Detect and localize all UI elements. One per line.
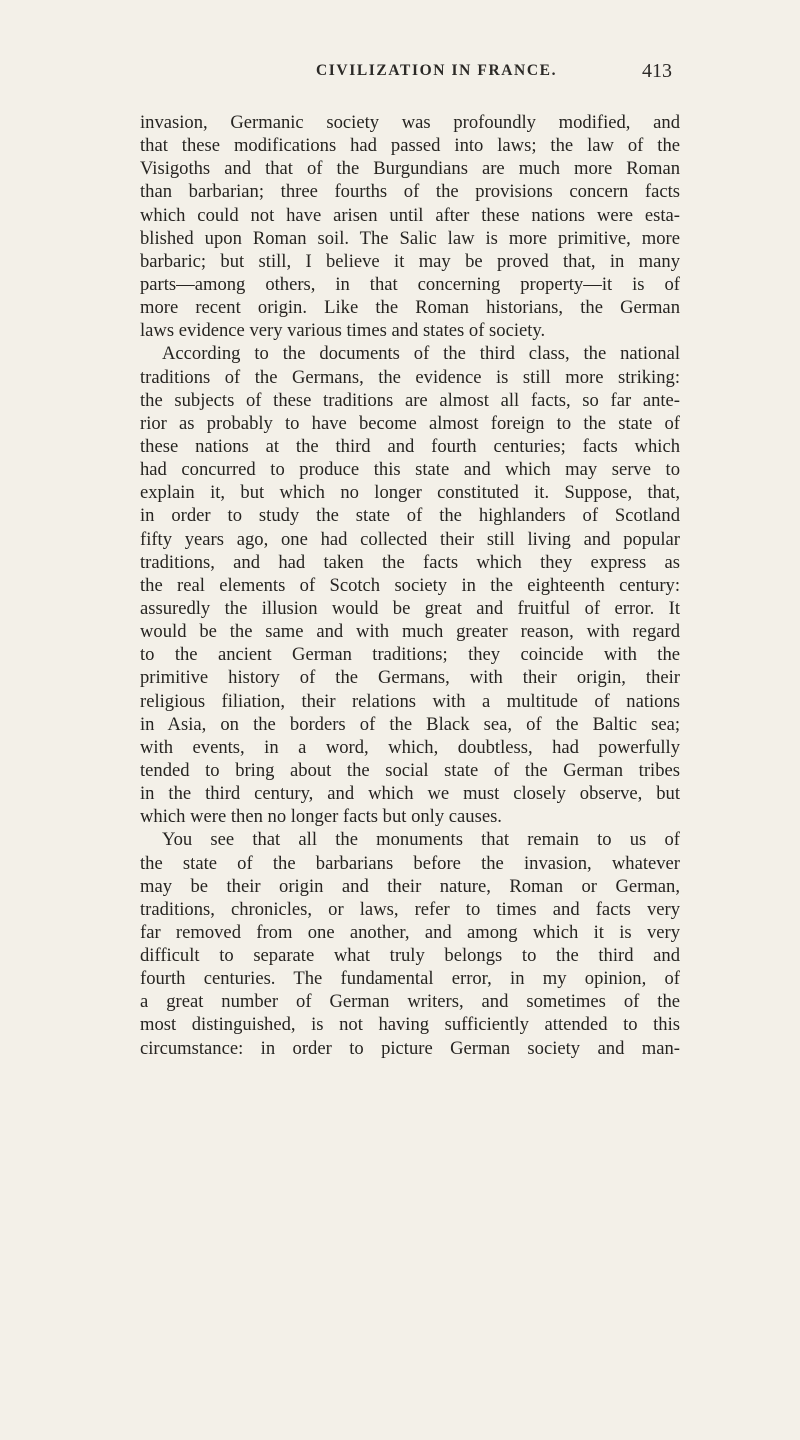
text-line: barbaric; but still, I believe it may be proved that, in many	[140, 250, 680, 272]
text-line: parts—among others, in that concerning property—it is of	[140, 273, 680, 295]
text-line: primitive history of the Germans, with their origin, their	[140, 667, 680, 689]
text-line: traditions of the Germans, the evidence is still more striking:	[140, 366, 680, 388]
text-line: that these modifications had passed into laws; the law of the	[140, 135, 680, 157]
text-line: which were then no longer facts but only causes.	[140, 806, 502, 828]
text-line: traditions, and had taken the facts which they express as	[140, 551, 680, 573]
text-line: in the third century, and which we must closely observe, but	[140, 783, 680, 805]
text-line: to the ancient German traditions; they coincide with the	[140, 644, 680, 666]
text-line: which could not have arisen until after these nations were esta-	[140, 204, 680, 226]
text-line: fifty years ago, one had collected their still living and popular	[140, 528, 680, 550]
paragraph-start-line: You see that all the monuments that remain to us of	[162, 829, 680, 851]
paragraph-start-line: According to the documents of the third class, the national	[162, 343, 680, 365]
text-line: in order to study the state of the highlanders of Scotland	[140, 505, 680, 527]
text-line: difficult to separate what truly belongs to the third and	[140, 945, 680, 967]
text-line: the state of the barbarians before the invasion, whatever	[140, 852, 680, 874]
running-head	[0, 60, 800, 90]
body-text	[140, 111, 680, 1060]
text-line: blished upon Roman soil. The Salic law is more primitive, more	[140, 227, 680, 249]
text-line: more recent origin. Like the Roman historians, the German	[140, 297, 680, 319]
text-line: traditions, chronicles, or laws, refer to times and facts very	[140, 898, 680, 920]
text-line: in Asia, on the borders of the Black sea, of the Baltic sea;	[140, 713, 680, 735]
text-line: may be their origin and their nature, Roman or German,	[140, 875, 680, 897]
text-line: with events, in a word, which, doubtless, had powerfully	[140, 736, 680, 758]
text-line: far removed from one another, and among which it is very	[140, 921, 680, 943]
text-line: a great number of German writers, and sometimes of the	[140, 991, 680, 1013]
text-line: these nations at the third and fourth centuries; facts which	[140, 435, 680, 457]
text-line: Visigoths and that of the Burgundians are much more Roman	[140, 158, 680, 180]
running-title: CIVILIZATION IN FRANCE.	[316, 62, 558, 79]
text-line: than barbarian; three fourths of the provisions concern facts	[140, 181, 680, 203]
text-line: rior as probably to have become almost foreign to the state of	[140, 412, 680, 434]
text-line: explain it, but which no longer constituted it. Suppose, that,	[140, 482, 680, 504]
page-number: 413	[642, 60, 672, 82]
text-line: invasion, Germanic society was profoundly modified, and	[140, 112, 680, 133]
text-line: the subjects of these traditions are almost all facts, so far ante-	[140, 389, 680, 411]
text-line: tended to bring about the social state of the German tribes	[140, 759, 680, 781]
text-line: fourth centuries. The fundamental error, in my opinion, of	[140, 968, 680, 990]
text-line: assuredly the illusion would be great and fruitful of error. It	[140, 597, 680, 619]
text-line: the real elements of Scotch society in the eighteenth century:	[140, 574, 680, 596]
text-line: religious filiation, their relations with a multitude of nations	[140, 690, 680, 712]
text-line: had concurred to produce this state and which may serve to	[140, 459, 680, 481]
text-line: laws evidence very various times and states of society.	[140, 320, 546, 342]
text-line: circumstance: in order to picture German society and man-	[140, 1037, 680, 1059]
text-line: most distinguished, is not having sufficiently attended to this	[140, 1014, 680, 1036]
text-line: would be the same and with much greater reason, with regard	[140, 621, 680, 643]
